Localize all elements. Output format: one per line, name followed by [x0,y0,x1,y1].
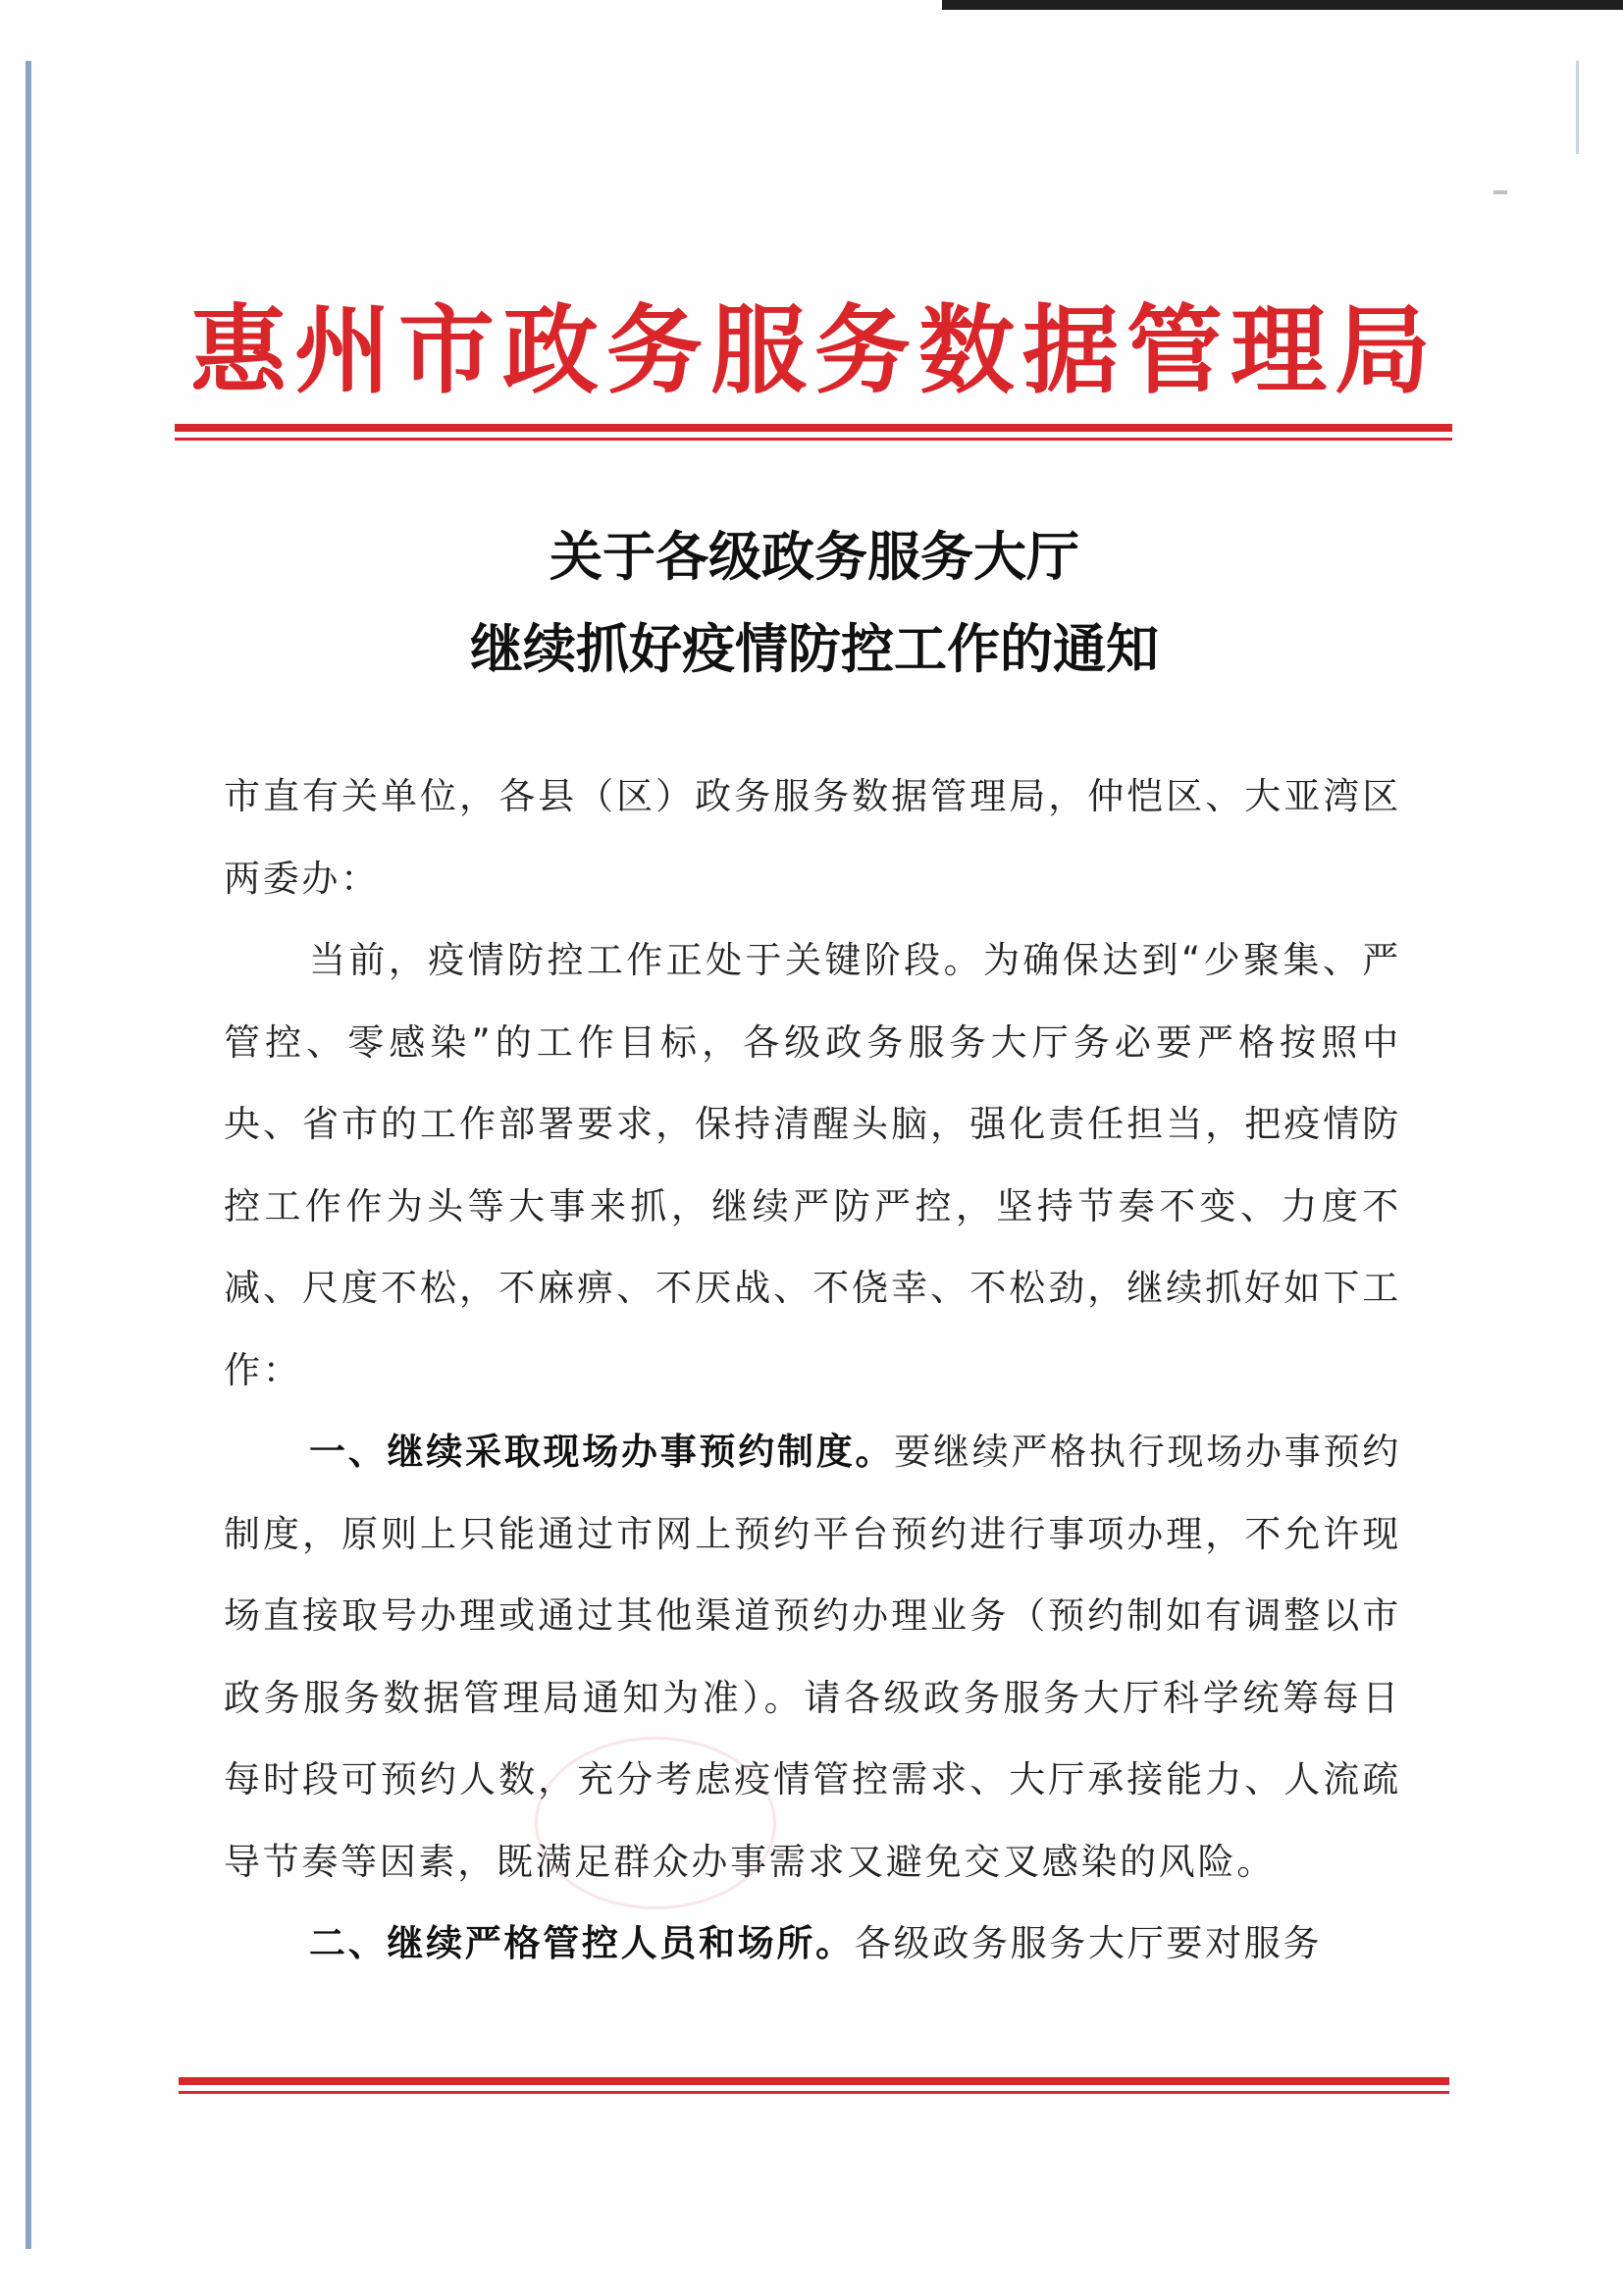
section-2-paragraph [224,1903,1401,1985]
section-2-heading: 二、继续严格管控人员和场所。 [309,1922,855,1964]
scan-edge-left [26,61,31,2249]
scan-edge-top [942,0,1623,10]
section-2-text: 各级政务服务大厅要对服务 [854,1922,1323,1964]
header-rule-thick [175,424,1452,432]
intro-paragraph: 当前，疫情防控工作正处于关键阶段。为确保达到“少聚集、严管控、零感染”的工作目标，各级政务服务大厅务必要严格按照中央、省市的工作部署要求，保持清醒头脑，强化责任担当，把疫情防控工作作为头等大事来抓，继续严防严控，坚持节奏不变、力度不减、尺度不松，不麻痹、不厌战、不侥幸、不松劲，继续抓好如下工作： [224,939,1401,1391]
scan-edge-right [1576,61,1579,154]
document-title [294,510,1335,695]
section-1-text: 要继续严格执行现场办事预约制度，原则上只能通过市网上预约平台预约进行事项办理，不允许现场直接取号办理或通过其他渠道预约办理业务（预约制如有调整以市政务服务数据管理局通知为准）。请各级政务服务大厅科学统筹每日每时段可预约人数，充分考虑疫情管控需求、大厅承接能力、人流疏导节奏等因素，既满足群众办事需求又避免交叉感染的风险。 [224,1431,1401,1883]
section-1-heading: 一、继续采取现场办事预约制度。 [309,1431,895,1473]
footer-rule-thick [179,2077,1449,2085]
header-rule-thin [175,438,1452,441]
addressee: 市直有关单位，各县（区）政务服务数据管理局，仲恺区、大亚湾区两委办： [224,775,1401,900]
faint-seal-mark [535,1737,776,1909]
document-title-line1: 关于各级政务服务大厅 [550,525,1079,588]
scan-speck [1493,190,1507,194]
document-body [224,756,1401,1985]
document-title-line2: 继续抓好疫情防控工作的通知 [470,617,1159,680]
footer-rule-thin [179,2091,1449,2094]
organization-header: 惠州市政务服务数据管理局 [189,294,1439,407]
section-1-paragraph [224,1411,1401,1903]
